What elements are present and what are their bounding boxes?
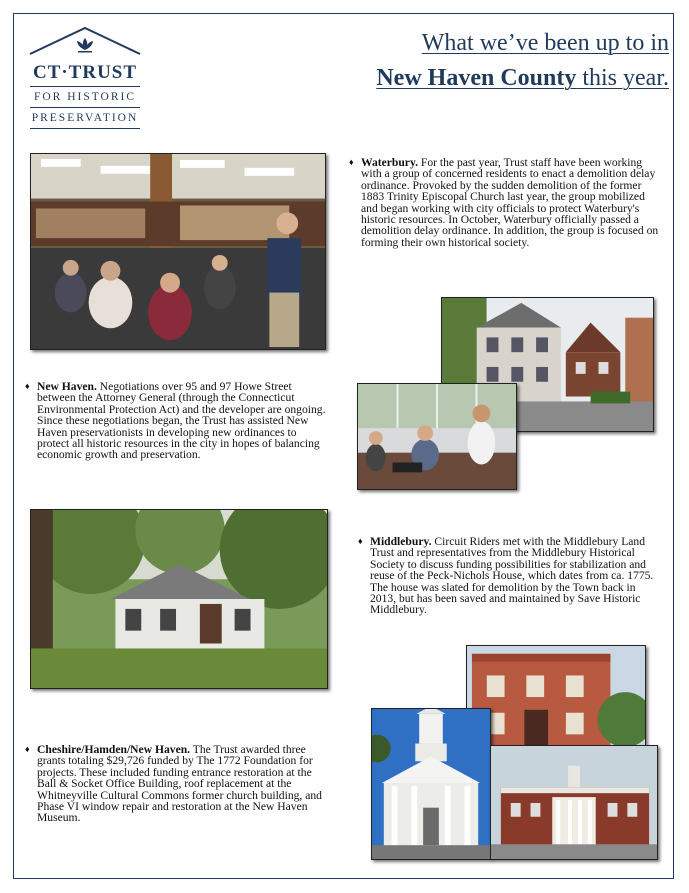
page-heading-line2 [376, 65, 669, 92]
ct-trust-logo [28, 24, 142, 134]
photo-meeting-room [357, 383, 517, 490]
logo-ct-trust: CT·TRUST [32, 62, 138, 83]
section-middlebury [358, 535, 660, 617]
section-text: The Trust awarded three grants totaling $29,726 funded by The 1772 Foundation for projects. These included funding entrance restoration at the Ball & Socket Office Building, roof replacement at the Whitneyville Cultural Commons former church building, and Phase VI window repair and restoration at the New Haven Museum. [37, 743, 322, 825]
section-text: For the past year, Trust staff have been working with a group of concerned residents to enact a demolition delay ordinance. Provoked by the sudden demolition of the former 1883 Trinity Episcopal Church last year, the group mobilized and began working with city officials to protect Waterbury's historic resources. In October, Waterbury officially passed a demolition delay ordinance. In addition, the group is focused on forming their own historical society. [361, 156, 659, 249]
county-name: New Haven County [376, 65, 577, 91]
logo-rule [30, 86, 140, 87]
logo-rule [30, 107, 140, 108]
county-suffix: this year. [576, 65, 669, 91]
section-text: Circuit Riders met with the Middlebury Land Trust and representatives from the Middlebury Historical Society to discuss funding possibilities for stabilization and reuse of the Peck-Nichols House, which dates from ca. 1775. The house was slated for demolition by the Town back in 2013, but has been saved and maintained by Save Historic Middlebury. [370, 535, 654, 617]
bullet-icon: ♦ [25, 744, 30, 754]
bullet-icon: ♦ [25, 381, 30, 391]
section-title: Cheshire/Hamden/New Haven. [37, 743, 191, 756]
section-title: Middlebury. [370, 535, 432, 548]
bullet-icon: ♦ [349, 157, 354, 167]
photo-new-haven-museum [490, 745, 658, 860]
section-title: New Haven. [37, 380, 97, 393]
photo-white-church [371, 708, 491, 860]
section-title: Waterbury. [361, 156, 419, 169]
photo-peck-nichols-house [30, 509, 328, 689]
section-cheshire-hamden [25, 743, 327, 825]
logo-rule [30, 128, 140, 129]
roof-icon [28, 24, 142, 60]
section-new-haven [25, 380, 327, 462]
logo-preservation: PRESERVATION [31, 112, 139, 124]
bullet-icon: ♦ [358, 536, 363, 546]
photo-library-meeting [30, 153, 326, 350]
photo-brick-building [466, 645, 646, 753]
logo-for-historic: FOR HISTORIC [33, 91, 137, 103]
section-waterbury [349, 156, 659, 249]
page-heading-line1: What we’ve been up to in [421, 30, 669, 56]
section-text: Negotiations over 95 and 97 Howe Street between the Attorney General (through the Connecticut Environmental Protection Act) and the developer are ongoing. Since these negotiations began, the Trust has assisted New Haven preservationists in developing new ordinances to protect all historic resources in the city in hopes of balancing economic growth and preservation. [37, 380, 326, 462]
